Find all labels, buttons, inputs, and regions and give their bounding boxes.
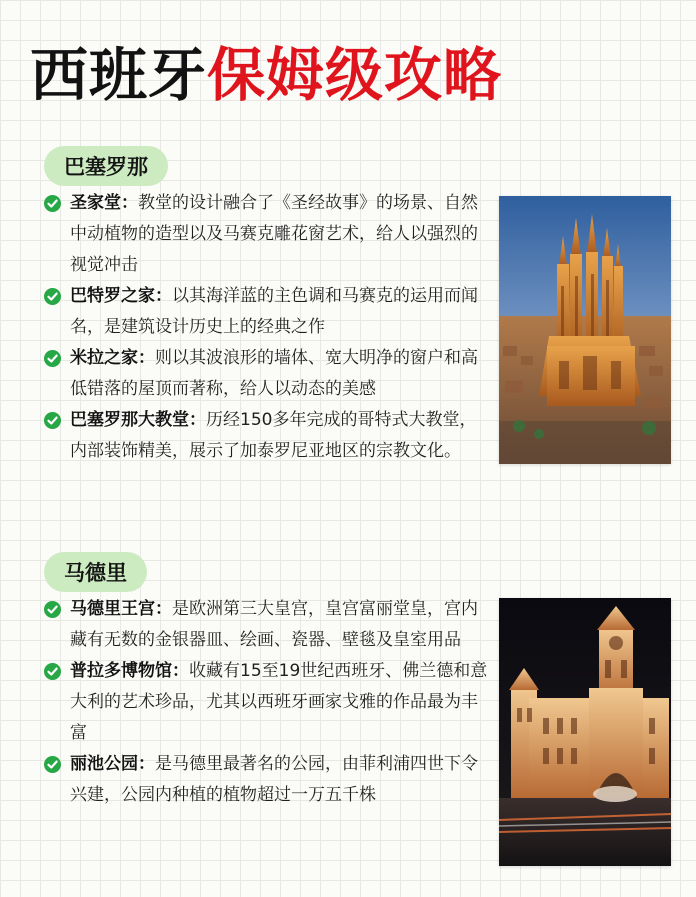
cybele-palace-photo [499,598,671,866]
list-item [44,749,488,811]
attraction-name: 普拉多博物馆： [70,661,189,681]
list-item [44,405,488,467]
title-part-red: 保姆级攻略 [207,41,503,109]
page-title [30,36,502,114]
list-item [44,656,488,749]
attraction-description: 是欧洲第三大皇宫，皇宫富丽堂皇，宫内藏有无数的金银器皿、绘画、瓷器、壁毯及皇室用品 [70,599,478,650]
section-heading-barcelona: 巴塞罗那 [44,146,168,186]
attraction-name: 米拉之家： [70,348,155,368]
check-circle-icon [44,756,61,773]
madrid-attraction-list [44,594,488,811]
attraction-description: 是马德里最著名的公园，由菲利浦四世下令兴建，公园内种植的植物超过一万五千株 [70,754,478,805]
check-circle-icon [44,412,61,429]
attraction-name: 圣家堂： [70,193,138,213]
attraction-description: 则以其波浪形的墙体、宽大明净的窗户和高低错落的屋顶而著称，给人以动态的美感 [70,348,478,399]
attraction-description: 历经150多年完成的哥特式大教堂，内部装饰精美，展示了加泰罗尼亚地区的宗教文化。 [70,410,477,461]
list-item [44,343,488,405]
title-part-black: 西班牙 [30,41,208,109]
attraction-description: 教堂的设计融合了《圣经故事》的场景、自然中动植物的造型以及马赛克雕花窗艺术，给人以强烈的视觉冲击 [70,193,478,275]
section-heading-madrid: 马德里 [44,552,147,592]
list-item [44,281,488,343]
attraction-name: 巴特罗之家： [70,286,172,306]
check-circle-icon [44,288,61,305]
list-item [44,594,488,656]
check-circle-icon [44,601,61,618]
check-circle-icon [44,663,61,680]
attraction-name: 巴塞罗那大教堂： [70,410,206,430]
sagrada-familia-photo [499,196,671,464]
attraction-name: 马德里王宫： [70,599,172,619]
barcelona-attraction-list [44,188,488,467]
attraction-description: 收藏有15至19世纪西班牙、佛兰德和意大利的艺术珍品，尤其以西班牙画家戈雅的作品最为丰富 [70,661,488,743]
check-circle-icon [44,195,61,212]
list-item [44,188,488,281]
attraction-description: 以其海洋蓝的主色调和马赛克的运用而闻名，是建筑设计历史上的经典之作 [70,286,478,337]
attraction-name: 丽池公园： [70,754,155,774]
check-circle-icon [44,350,61,367]
